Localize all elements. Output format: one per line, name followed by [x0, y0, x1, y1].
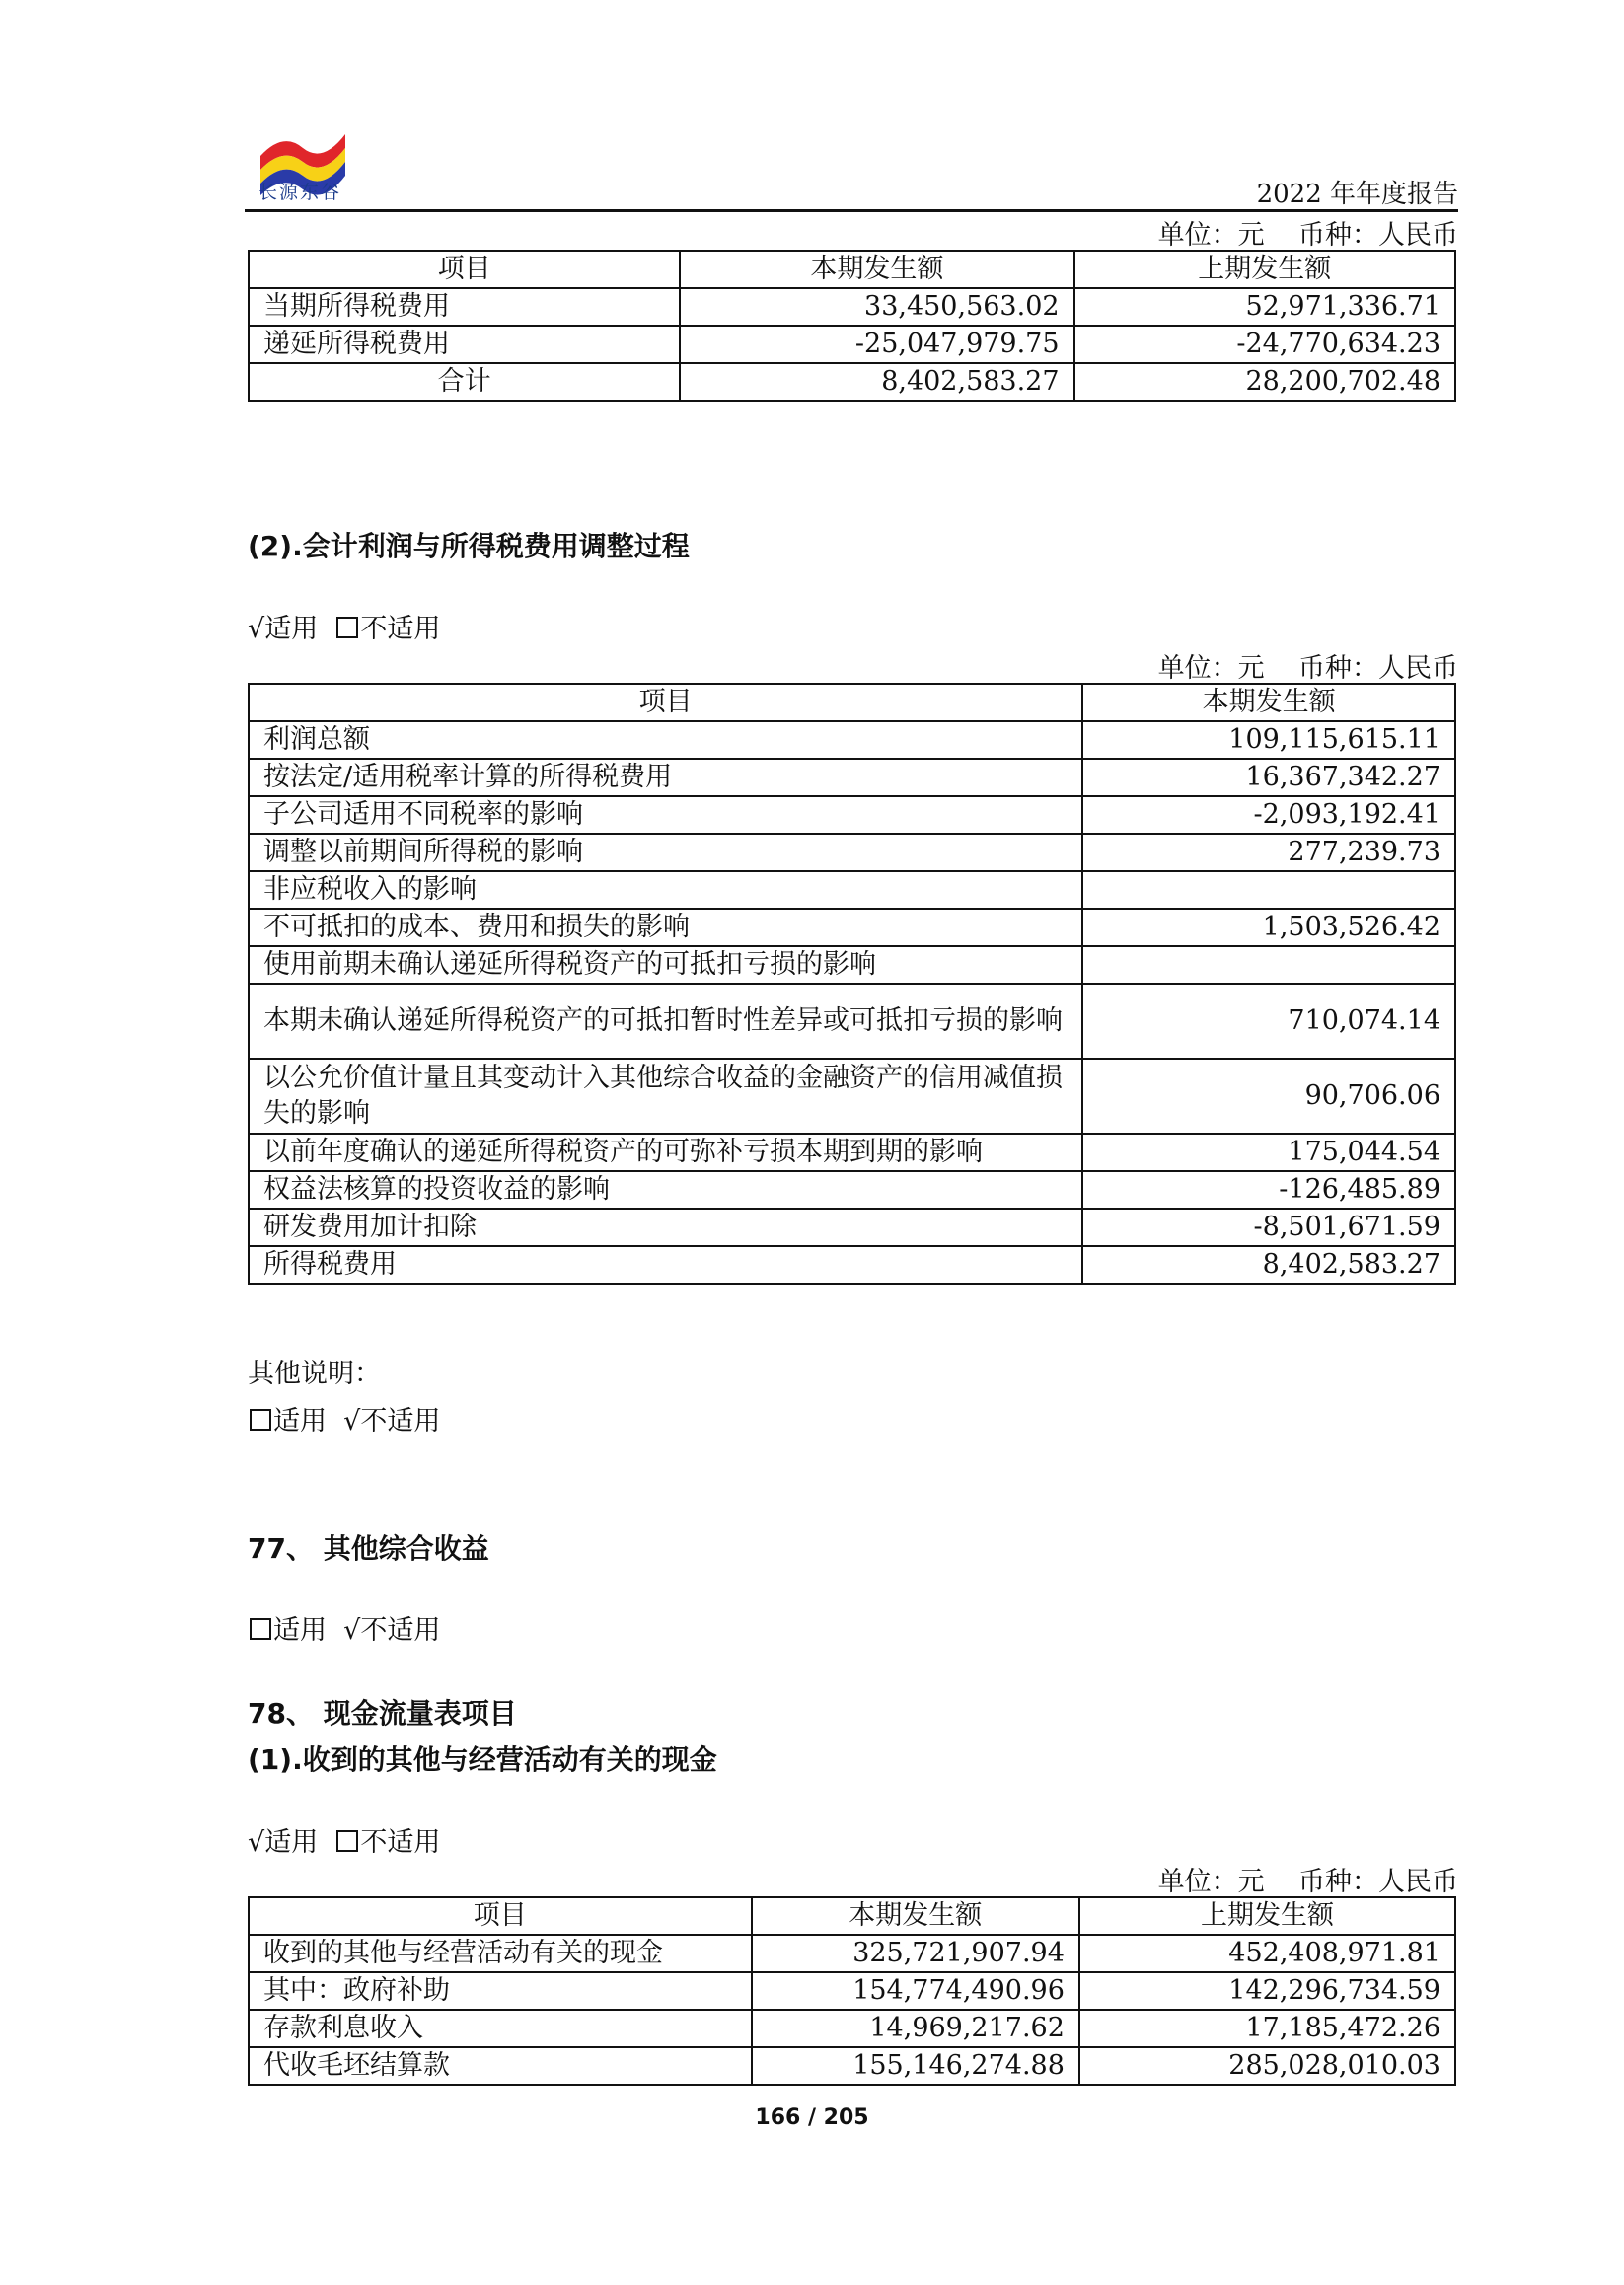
- current-amount: 154,774,490.96: [752, 1972, 1079, 2010]
- current-amount: [1082, 946, 1455, 984]
- table-header-row: [249, 251, 1455, 288]
- row-label: 研发费用加计扣除: [249, 1209, 1082, 1246]
- row-label: 利润总额: [249, 721, 1082, 759]
- current-amount: 1,503,526.42: [1082, 909, 1455, 946]
- section-77-applicability: [248, 1608, 440, 1647]
- current-amount: 14,969,217.62: [752, 2010, 1079, 2047]
- row-label: 不可抵扣的成本、费用和损失的影响: [249, 909, 1082, 946]
- row-label: 调整以前期间所得税的影响: [249, 834, 1082, 871]
- row-label: 使用前期未确认递延所得税资产的可抵扣亏损的影响: [249, 946, 1082, 984]
- prior-amount: 17,185,472.26: [1079, 2010, 1455, 2047]
- header-cell: 本期发生额: [752, 1897, 1079, 1935]
- current-amount: -2,093,192.41: [1082, 796, 1455, 834]
- table-row: [249, 1059, 1455, 1134]
- current-amount: 710,074.14: [1082, 984, 1455, 1059]
- report-title: 2022 年年度报告: [1256, 180, 1458, 209]
- prior-amount: 452,408,971.81: [1079, 1935, 1455, 1972]
- table-row: [249, 2047, 1455, 2085]
- section-78-applicability: [248, 1820, 440, 1859]
- prior-amount: 142,296,734.59: [1079, 1972, 1455, 2010]
- header-cell: 项目: [249, 1897, 752, 1935]
- row-label: 当期所得税费用: [249, 288, 680, 326]
- row-label: 权益法核算的投资收益的影响: [249, 1171, 1082, 1209]
- applicable-label: 适用: [273, 1406, 327, 1437]
- checkbox-icon: [336, 1830, 358, 1852]
- table-row: [249, 1171, 1455, 1209]
- applicable-label: 适用: [264, 614, 319, 644]
- applicable-label: 适用: [273, 1615, 327, 1646]
- unit-label-1: 单位：元 币种：人民币: [1157, 220, 1458, 251]
- row-label: 所得税费用: [249, 1246, 1082, 1284]
- table-row: [249, 946, 1455, 984]
- header-cell: 项目: [249, 251, 680, 288]
- row-label: 其中：政府补助: [249, 1972, 752, 2010]
- header-cell: 本期发生额: [680, 251, 1073, 288]
- row-label: 收到的其他与经营活动有关的现金: [249, 1935, 752, 1972]
- table-row: [249, 1209, 1455, 1246]
- header-cell: 上期发生额: [1079, 1897, 1455, 1935]
- section-78-title: 78、 现金流量表项目: [248, 1697, 517, 1730]
- table-row: [249, 1246, 1455, 1284]
- header-divider: [245, 209, 1458, 212]
- table-row: [249, 834, 1455, 871]
- section-77-title: 77、 其他综合收益: [248, 1532, 489, 1565]
- check-mark: √: [343, 1615, 361, 1646]
- check-mark: √: [248, 614, 265, 644]
- not-applicable-label: 不适用: [360, 1406, 441, 1437]
- unit-label-2: 单位：元 币种：人民币: [1157, 653, 1458, 684]
- row-label: 存款利息收入: [249, 2010, 752, 2047]
- checkbox-icon: [336, 617, 358, 638]
- table-row: [249, 984, 1455, 1059]
- checkbox-icon: [250, 1618, 271, 1640]
- tax-reconciliation-table: [248, 683, 1456, 1285]
- prior-amount: 52,971,336.71: [1074, 288, 1455, 326]
- current-amount: 175,044.54: [1082, 1134, 1455, 1171]
- row-label: 合计: [249, 363, 680, 401]
- logo-text: 长源东谷: [258, 182, 342, 203]
- current-amount: 155,146,274.88: [752, 2047, 1079, 2085]
- current-amount: 8,402,583.27: [1082, 1246, 1455, 1284]
- checkbox-icon: [250, 1409, 271, 1431]
- current-amount: 109,115,615.11: [1082, 721, 1455, 759]
- table-row: [249, 326, 1455, 363]
- current-amount: 33,450,563.02: [680, 288, 1073, 326]
- row-label: 递延所得税费用: [249, 326, 680, 363]
- row-label: 以前年度确认的递延所得税资产的可弥补亏损本期到期的影响: [249, 1134, 1082, 1171]
- header-cell: 上期发生额: [1074, 251, 1455, 288]
- table-row: [249, 871, 1455, 909]
- check-mark: √: [248, 1827, 265, 1858]
- not-applicable-label: 不适用: [360, 1827, 441, 1858]
- income-tax-expense-table: [248, 250, 1456, 402]
- applicability-line-2: [248, 607, 440, 645]
- not-applicable-label: 不适用: [360, 1615, 441, 1646]
- prior-amount: -24,770,634.23: [1074, 326, 1455, 363]
- applicable-label: 适用: [264, 1827, 319, 1858]
- table-row: [249, 909, 1455, 946]
- unit-label-3: 单位：元 币种：人民币: [1157, 1867, 1458, 1897]
- table-row: [249, 721, 1455, 759]
- table-row: [249, 288, 1455, 326]
- other-notes-applicability: [248, 1399, 440, 1437]
- row-label: 按法定/适用税率计算的所得税费用: [249, 759, 1082, 796]
- table-row: [249, 363, 1455, 401]
- table-row: [249, 1134, 1455, 1171]
- current-amount: 325,721,907.94: [752, 1935, 1079, 1972]
- prior-amount: 28,200,702.48: [1074, 363, 1455, 401]
- current-amount: [1082, 871, 1455, 909]
- table-row: [249, 1972, 1455, 2010]
- header-cell: 本期发生额: [1082, 684, 1455, 721]
- row-label: 非应税收入的影响: [249, 871, 1082, 909]
- current-amount: 277,239.73: [1082, 834, 1455, 871]
- section-78-subtitle: (1).收到的其他与经营活动有关的现金: [248, 1743, 717, 1776]
- not-applicable-label: 不适用: [360, 614, 441, 644]
- current-amount: 90,706.06: [1082, 1059, 1455, 1134]
- table-row: [249, 1935, 1455, 1972]
- prior-amount: 285,028,010.03: [1079, 2047, 1455, 2085]
- current-amount: 8,402,583.27: [680, 363, 1073, 401]
- row-label: 子公司适用不同税率的影响: [249, 796, 1082, 834]
- row-label: 本期未确认递延所得税资产的可抵扣暂时性差异或可抵扣亏损的影响: [249, 984, 1082, 1059]
- current-amount: -25,047,979.75: [680, 326, 1073, 363]
- row-label: 以公允价值计量且其变动计入其他综合收益的金融资产的信用减值损失的影响: [249, 1059, 1082, 1134]
- table-header-row: [249, 1897, 1455, 1935]
- table-row: [249, 759, 1455, 796]
- table-row: [249, 2010, 1455, 2047]
- current-amount: -8,501,671.59: [1082, 1209, 1455, 1246]
- table-row: [249, 796, 1455, 834]
- row-label: 代收毛坯结算款: [249, 2047, 752, 2085]
- page-number: 166 / 205: [755, 2105, 869, 2130]
- table-header-row: [249, 684, 1455, 721]
- header-cell: 项目: [249, 684, 1082, 721]
- other-operating-cash-table: [248, 1896, 1456, 2086]
- current-amount: -126,485.89: [1082, 1171, 1455, 1209]
- current-amount: 16,367,342.27: [1082, 759, 1455, 796]
- section-2-title: (2).会计利润与所得税费用调整过程: [248, 530, 690, 562]
- other-notes-label: 其他说明：: [248, 1359, 381, 1389]
- check-mark: √: [343, 1406, 361, 1437]
